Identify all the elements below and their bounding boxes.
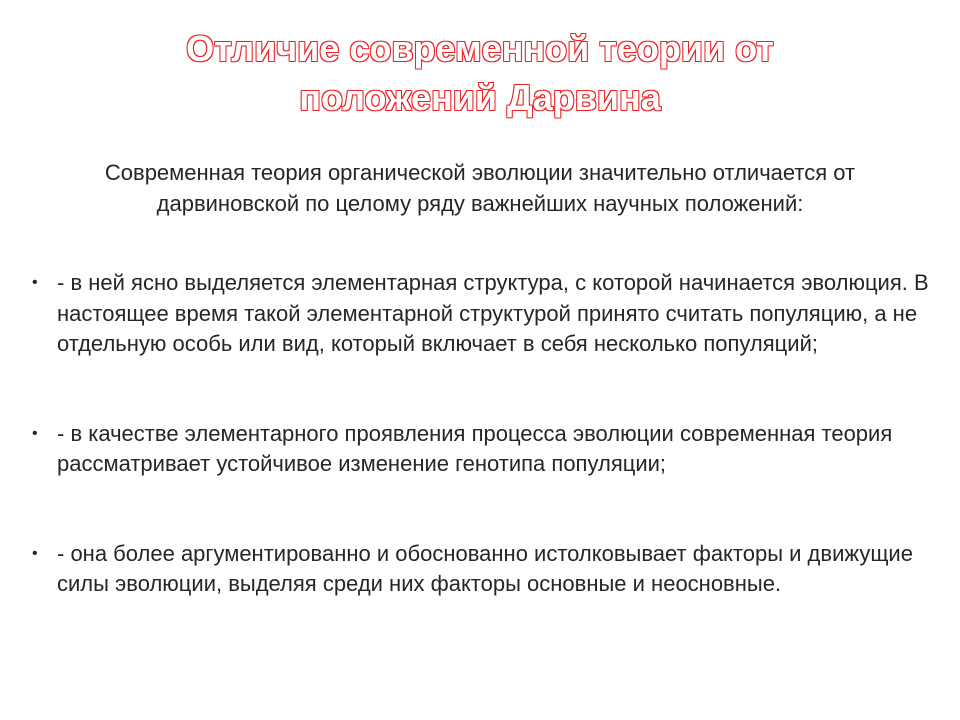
bullet-item-3 xyxy=(30,539,930,600)
bullet-text-2: - в качестве элементарного проявления процесса эволюции современная теория рассматривает устойчивое изменение генотипа популяции; xyxy=(57,420,893,476)
intro-paragraph: Современная теория органической эволюции значительно отличается от дарвиновской по целому ряду важнейших научных положений: xyxy=(104,160,856,216)
bullet-item-2 xyxy=(30,419,930,480)
bullet-list xyxy=(30,268,930,600)
bullet-item-1 xyxy=(30,268,930,360)
bullet-point-icon: • xyxy=(32,274,38,291)
slide-title-line-2: положений Дарвина xyxy=(299,77,661,118)
bullet-point-icon: • xyxy=(32,424,38,442)
bullet-text-1: - в ней ясно выделяется элементарная структура, с которой начинается эволюция. В настоящее время такой элементарной структурой принято считать популяцию, а не отдельную особь или вид, который включает в себя несколько популяций; xyxy=(57,270,929,356)
bullet-point-icon: • xyxy=(32,544,38,562)
slide-title-line-1: Отличие современной теории от xyxy=(186,28,774,69)
slide-title xyxy=(60,24,900,122)
bullet-text-3: - она более аргументированно и обоснованно истолковывает факторы и движущие силы эволюции, выделяя среди них факторы основные и неосновные. xyxy=(57,540,913,596)
